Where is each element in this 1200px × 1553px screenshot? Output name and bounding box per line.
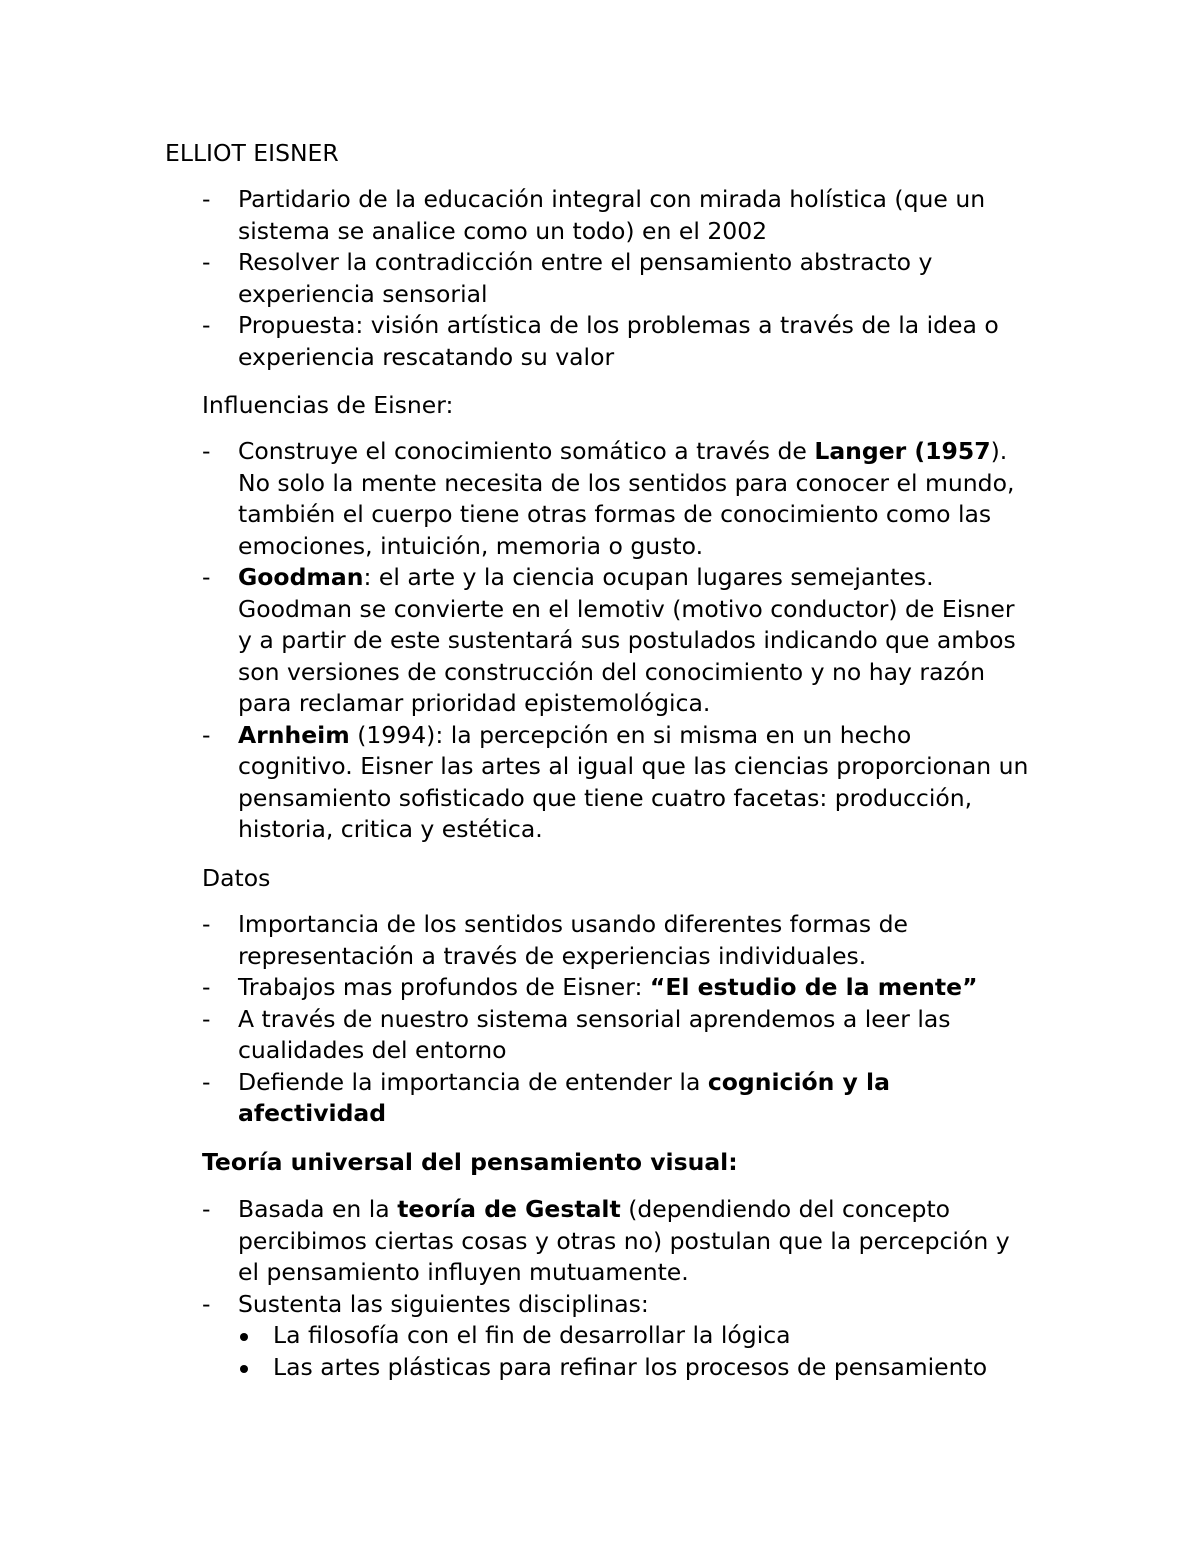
influences-heading: Influencias de Eisner: [202,391,454,419]
dash-marker: - [202,1289,211,1318]
teoria-heading: Teoría universal del pensamiento visual: [202,1148,738,1176]
dash-marker: - [202,1067,211,1096]
list-item: - Sustenta las siguientes disciplinas: La filosofía con el fin de desarrollar la lógica Las artes plásticas para refinar los procesos de pensamiento [200,1289,1060,1384]
dash-marker: - [202,248,211,276]
list-item: - Propuesta: visión artística de los problemas a través de la idea o experiencia rescatando su valor [202,311,999,371]
list-item: - Resolver la contradicción entre el pensamiento abstracto y experiencia sensorial [202,248,933,308]
dash-marker: - [202,311,211,339]
dash-marker: - [202,973,211,1001]
dash-marker: - [202,1004,211,1033]
list-item: - A través de nuestro sistema sensorial aprendemos a leer las cualidades del entorno [202,1004,951,1064]
document-title: ELLIOT EISNER [165,139,339,167]
datos-list [200,909,1060,1130]
list-item: - Partidario de la educación integral con mirada holística (que un sistema se analice como un todo) en el 2002 [202,185,986,245]
dash-marker: - [202,563,211,591]
sub-list-item: Las artes plásticas para refinar los procesos de pensamiento [238,1352,1060,1384]
list-item: - Goodman: el arte y la ciencia ocupan lugares semejantes. Goodman se convierte en el lemotiv (motivo conductor) de Eisner y a partir de este sustentará sus postulados indicando que ambos son versiones de construcción del conocimiento y no hay razón para reclamar prioridad epistemológica. [202,563,1016,717]
bullet-icon [240,1365,248,1373]
dash-marker: - [202,1195,211,1223]
sub-list-item: La filosofía con el fin de desarrollar la lógica [238,1320,1060,1352]
datos-heading: Datos [202,864,271,892]
list-item: - Basada en la teoría de Gestalt (dependiendo del concepto percibimos ciertas cosas y otras no) postulan que la percepción y el pensamiento influyen mutuamente. [202,1195,1010,1286]
list-item: - Trabajos mas profundos de Eisner: “El estudio de la mente” [200,972,1060,1004]
influences-list [200,436,1060,846]
dash-marker: - [202,720,211,749]
bullet-icon [240,1333,248,1341]
list-item: - Construye el conocimiento somático a través de Langer (1957). No solo la mente necesita de los sentidos para conocer el mundo, también el cuerpo tiene otras formas de conocimiento como las emociones, intuición, memoria o gusto. [202,437,1015,560]
teoria-list [200,1194,1060,1383]
dash-marker: - [202,437,211,465]
sub-list [238,1320,1060,1383]
dash-marker: - [202,910,211,938]
list-item: - Importancia de los sentidos usando diferentes formas de representación a través de experiencias individuales. [202,910,908,970]
list-item: - Arnheim (1994): la percepción en si misma en un hecho cognitivo. Eisner las artes al igual que las ciencias proporcionan un pensamiento sofisticado que tiene cuatro facetas: producción, historia, critica y estética. [202,720,1029,843]
dash-marker: - [202,185,211,213]
list-item: - Defiende la importancia de entender la cognición y la afectividad [202,1067,890,1127]
intro-list [200,184,1060,373]
